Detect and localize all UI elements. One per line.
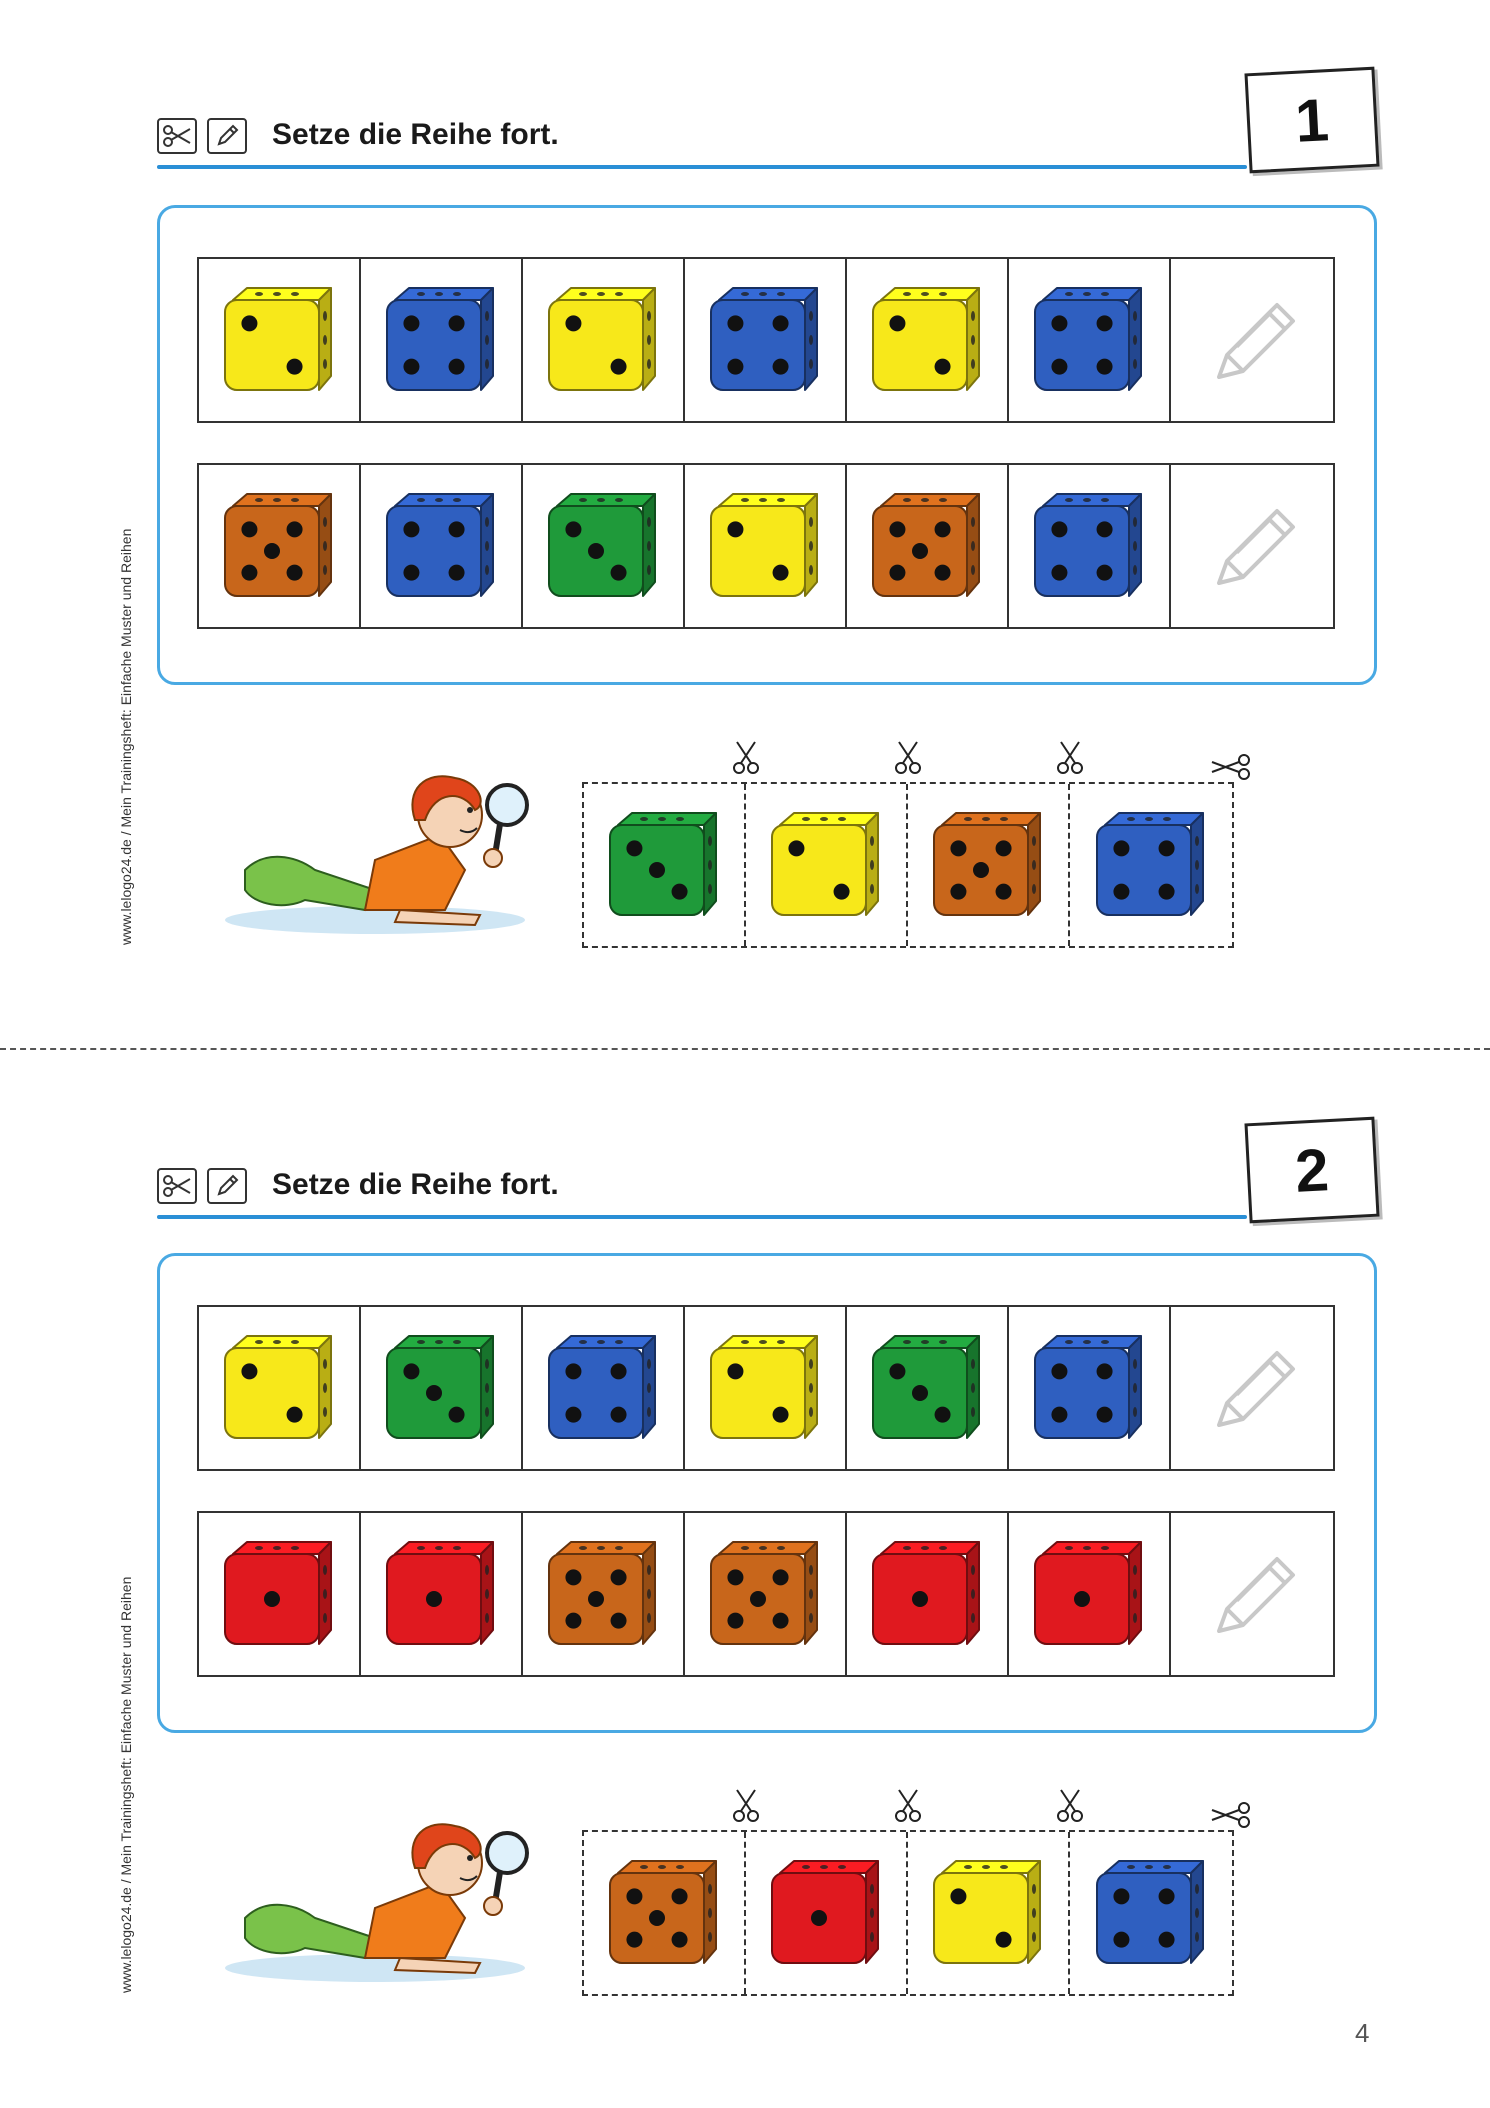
dice-cell <box>847 259 1009 421</box>
yellow-die-2 <box>928 1855 1048 1971</box>
scissors-icon <box>157 118 197 154</box>
dice-cell <box>523 1307 685 1469</box>
page-divider <box>0 1048 1490 1050</box>
dice-cell <box>1009 1307 1171 1469</box>
dice-cell <box>523 1513 685 1675</box>
credit-text: www.lelogo24.de / Mein Trainingsheft: Einfache Muster und Reihen <box>118 1576 134 1993</box>
dice-cell <box>199 1513 361 1675</box>
yellow-die-2 <box>705 1330 825 1446</box>
blue-die-4 <box>381 282 501 398</box>
dice-row <box>197 1511 1335 1677</box>
blue-die-4 <box>1029 282 1149 398</box>
cutout-die-card[interactable] <box>1070 784 1232 946</box>
orange-die-5 <box>604 1855 724 1971</box>
blue-die-4 <box>1029 1330 1149 1446</box>
task-icons <box>157 118 247 154</box>
yellow-die-2 <box>543 282 663 398</box>
task-instruction: Setze die Reihe fort. <box>272 1168 559 1201</box>
scissors-icon <box>1055 1788 1085 1827</box>
scissors-icon <box>731 740 761 779</box>
dice-cell <box>1009 465 1171 627</box>
red-die-1 <box>219 1536 339 1652</box>
scissors-icon <box>157 1168 197 1204</box>
yellow-die-2 <box>867 282 987 398</box>
pencil-placeholder-icon <box>1197 285 1307 395</box>
dice-cell <box>685 259 847 421</box>
dice-cell <box>361 1513 523 1675</box>
dice-cell <box>523 465 685 627</box>
title-underline <box>157 165 1247 169</box>
dice-cell <box>685 1307 847 1469</box>
blue-die-4 <box>381 488 501 604</box>
task-number-card: 2 <box>1244 1117 1379 1224</box>
dice-cell <box>847 1307 1009 1469</box>
dice-cell <box>685 465 847 627</box>
scissors-icon <box>731 1788 761 1827</box>
pencil-placeholder-icon <box>1197 1333 1307 1443</box>
answer-cell[interactable] <box>1171 1307 1333 1469</box>
orange-die-5 <box>928 807 1048 923</box>
cutout-die-card[interactable] <box>746 1832 908 1994</box>
orange-die-5 <box>543 1536 663 1652</box>
cutout-die-card[interactable] <box>746 784 908 946</box>
blue-die-4 <box>1091 807 1211 923</box>
dice-row <box>197 1305 1335 1471</box>
scissors-icon <box>893 1788 923 1827</box>
yellow-die-2 <box>705 488 825 604</box>
pencil-placeholder-icon <box>1197 491 1307 601</box>
cutout-strip <box>582 1830 1234 1996</box>
dice-row <box>197 463 1335 629</box>
dice-cell <box>199 259 361 421</box>
blue-die-4 <box>1091 1855 1211 1971</box>
page-number: 4 <box>1355 2018 1370 2048</box>
yellow-die-2 <box>219 282 339 398</box>
red-die-1 <box>766 1855 886 1971</box>
green-die-3 <box>381 1330 501 1446</box>
yellow-die-2 <box>219 1330 339 1446</box>
dice-cell <box>523 259 685 421</box>
task-icons <box>157 1168 247 1204</box>
girl-with-magnifier-illustration <box>225 760 535 940</box>
red-die-1 <box>1029 1536 1149 1652</box>
cutout-die-card[interactable] <box>908 1832 1070 1994</box>
pencil-placeholder-icon <box>1197 1539 1307 1649</box>
task-instruction: Setze die Reihe fort. <box>272 118 559 151</box>
title-underline <box>157 1215 1247 1219</box>
green-die-3 <box>543 488 663 604</box>
cutout-die-card[interactable] <box>584 784 746 946</box>
dice-cell <box>361 1307 523 1469</box>
red-die-1 <box>381 1536 501 1652</box>
blue-die-4 <box>705 282 825 398</box>
answer-cell[interactable] <box>1171 465 1333 627</box>
pencil-icon <box>207 118 247 154</box>
red-die-1 <box>867 1536 987 1652</box>
blue-die-4 <box>543 1330 663 1446</box>
yellow-die-2 <box>766 807 886 923</box>
orange-die-5 <box>705 1536 825 1652</box>
answer-cell[interactable] <box>1171 259 1333 421</box>
dice-cell <box>199 465 361 627</box>
blue-die-4 <box>1029 488 1149 604</box>
cutout-die-card[interactable] <box>908 784 1070 946</box>
scissors-icon <box>1055 740 1085 779</box>
answer-cell[interactable] <box>1171 1513 1333 1675</box>
scissors-icon <box>1210 1800 1250 1835</box>
cutout-die-card[interactable] <box>584 1832 746 1994</box>
dice-cell <box>361 465 523 627</box>
cutout-die-card[interactable] <box>1070 1832 1232 1994</box>
dice-cell <box>1009 1513 1171 1675</box>
dice-row <box>197 257 1335 423</box>
dice-cell <box>685 1513 847 1675</box>
dice-cell <box>847 465 1009 627</box>
scissors-icon <box>1210 752 1250 787</box>
orange-die-5 <box>219 488 339 604</box>
dice-cell <box>1009 259 1171 421</box>
green-die-3 <box>867 1330 987 1446</box>
scissors-icon <box>893 740 923 779</box>
dice-cell <box>847 1513 1009 1675</box>
green-die-3 <box>604 807 724 923</box>
dice-cell <box>199 1307 361 1469</box>
dice-cell <box>361 259 523 421</box>
cutout-strip <box>582 782 1234 948</box>
orange-die-5 <box>867 488 987 604</box>
girl-with-magnifier-illustration <box>225 1808 535 1988</box>
credit-text: www.lelogo24.de / Mein Trainingsheft: Einfache Muster und Reihen <box>118 528 134 945</box>
pencil-icon <box>207 1168 247 1204</box>
task-number-card: 1 <box>1244 67 1379 174</box>
